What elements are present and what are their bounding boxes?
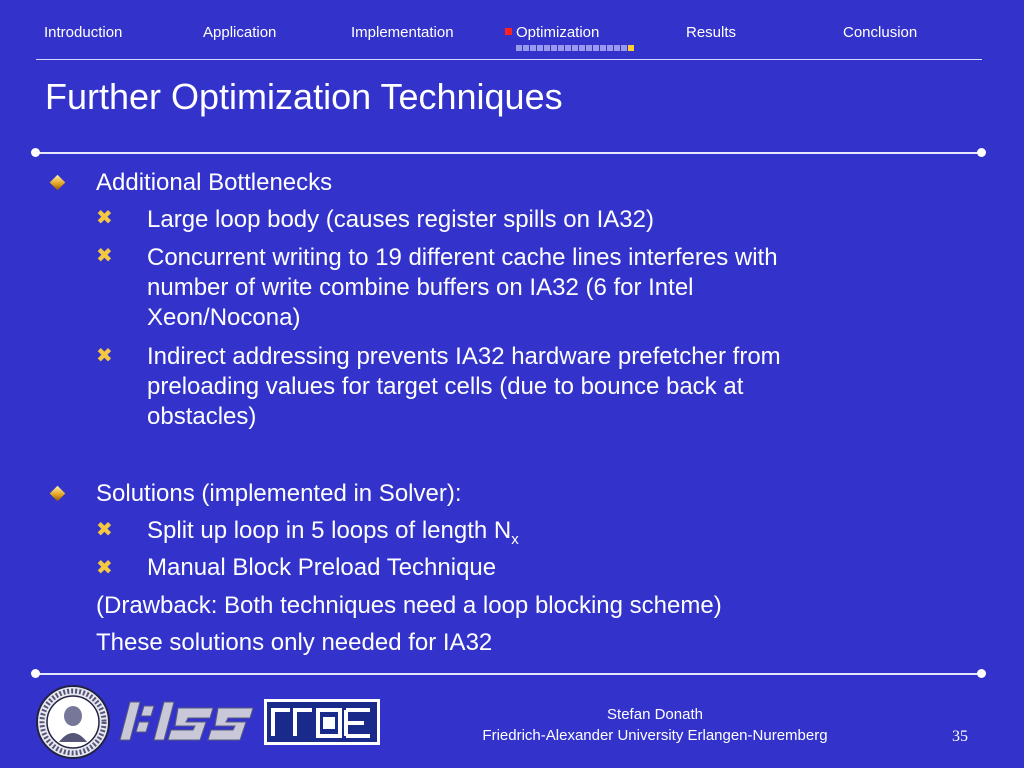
note-text: These solutions only needed for IA32 xyxy=(96,629,493,656)
sub-bullet-text-main: Split up loop in 5 loops of length N xyxy=(147,517,512,544)
nav-item-optimization[interactable] xyxy=(505,24,599,41)
nav-item-introduction[interactable]: Introduction xyxy=(44,24,123,41)
sub-bullet-text: number of write combine buffers on IA32 (6 for Intel xyxy=(147,274,694,301)
sub-bullet-text xyxy=(147,516,519,555)
page-number: 35 xyxy=(952,728,968,745)
nav-item-conclusion[interactable]: Conclusion xyxy=(843,24,918,41)
rrze-logo xyxy=(264,699,380,745)
sub-bullet-text: Large loop body (causes register spills on IA32) xyxy=(147,206,654,233)
nav-item-application[interactable]: Application xyxy=(203,24,277,41)
sub-bullet-text: Concurrent writing to 19 different cache lines interferes with xyxy=(147,244,778,271)
sub-bullet-text: Indirect addressing prevents IA32 hardware prefetcher from xyxy=(147,343,781,370)
lss-logo xyxy=(118,698,258,744)
cross-bullet-icon: ✖ xyxy=(96,207,113,229)
university-seal-logo xyxy=(35,684,111,760)
nav-item-implementation[interactable]: Implementation xyxy=(351,24,454,41)
bullet-solutions: Solutions (implemented in Solver): xyxy=(96,480,462,507)
cross-bullet-icon: ✖ xyxy=(96,557,113,579)
footer-university: Friedrich-Alexander University Erlangen-Nuremberg xyxy=(482,727,828,744)
bullet-diamond-icon xyxy=(50,486,66,502)
footer-separator-line xyxy=(35,673,982,675)
note-text: (Drawback: Both techniques need a loop blocking scheme) xyxy=(96,592,722,619)
sub-bullet-text: Manual Block Preload Technique xyxy=(147,554,497,581)
subscript-x: x xyxy=(511,530,519,548)
section-progress-dots xyxy=(516,45,635,52)
footer-author: Stefan Donath xyxy=(607,706,703,723)
sub-bullet-text: Xeon/Nocona) xyxy=(147,304,301,331)
cross-bullet-icon: ✖ xyxy=(96,519,113,541)
current-slide-dot xyxy=(628,45,634,51)
bullet-diamond-icon xyxy=(50,175,66,191)
sub-bullet-text: obstacles) xyxy=(147,403,257,430)
active-section-marker xyxy=(505,28,512,35)
section-nav xyxy=(0,24,1024,44)
cross-bullet-icon: ✖ xyxy=(96,245,113,267)
nav-item-results[interactable]: Results xyxy=(686,24,737,41)
slide-title: Further Optimization Techniques xyxy=(45,76,563,117)
sub-bullet-text: preloading values for target cells (due to bounce back at xyxy=(147,373,744,400)
header-divider xyxy=(36,59,982,60)
cross-bullet-icon: ✖ xyxy=(96,345,113,367)
nav-item-optimization-label: Optimization xyxy=(516,24,600,41)
bullet-additional-bottlenecks: Additional Bottlenecks xyxy=(96,169,333,196)
title-separator-line xyxy=(35,152,982,154)
